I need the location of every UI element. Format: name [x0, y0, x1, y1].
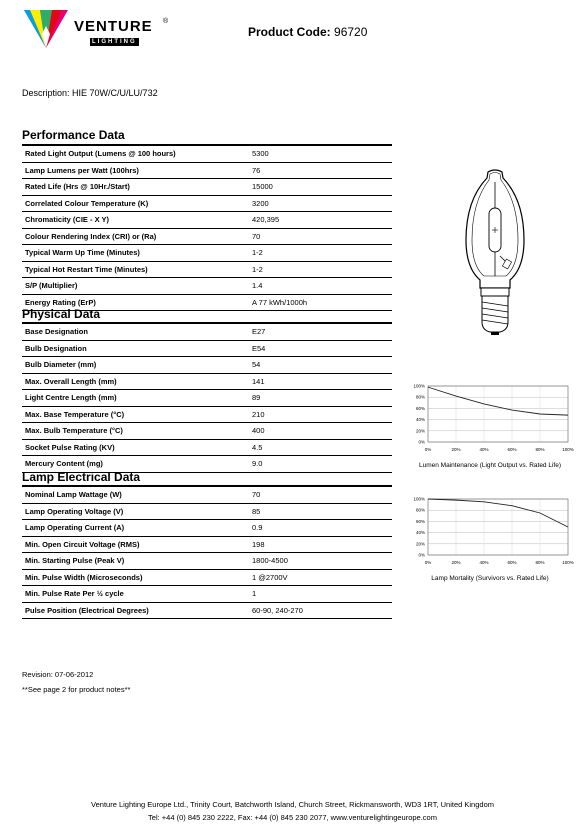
table-row	[22, 423, 392, 440]
physical-title: Physical Data	[22, 307, 101, 321]
table-row	[22, 195, 392, 212]
x-tick-label: 0%	[424, 560, 432, 565]
y-tick-label: 40%	[415, 417, 425, 423]
revision-note: Revision: 07-06-2012	[22, 670, 94, 679]
row-label: Max. Base Temperature (°C)	[22, 406, 249, 423]
product-code-label: Product Code:	[248, 25, 331, 39]
physical-table	[22, 322, 392, 473]
row-value: 210	[249, 406, 392, 423]
row-label: Max. Bulb Temperature (°C)	[22, 423, 249, 440]
performance-title: Performance Data	[22, 128, 125, 142]
table-row	[22, 536, 392, 553]
y-tick-label: 0%	[418, 552, 425, 558]
x-tick-label: 60%	[507, 447, 517, 452]
row-value: 70	[249, 486, 392, 503]
table-row	[22, 486, 392, 503]
y-tick-label: 20%	[415, 541, 425, 547]
row-value: 1-2	[249, 245, 392, 262]
y-tick-label: 40%	[415, 530, 425, 536]
row-value: E54	[249, 340, 392, 357]
lumen-maintenance-chart	[400, 380, 578, 460]
table-row	[22, 245, 392, 262]
row-value: 60-90, 240-270	[249, 602, 392, 619]
y-tick-label: 0%	[418, 439, 425, 445]
row-value: 420,395	[249, 212, 392, 229]
row-label: Lamp Lumens per Watt (100hrs)	[22, 162, 249, 179]
x-tick-label: 100%	[562, 447, 574, 452]
row-value: 1 @2700V	[249, 569, 392, 586]
row-value: 5300	[249, 145, 392, 162]
venture-lighting-logo	[22, 8, 169, 52]
row-label: Min. Open Circuit Voltage (RMS)	[22, 536, 249, 553]
lumen-maintenance-title: Lumen Maintenance (Light Output vs. Rated Life)	[419, 462, 561, 469]
row-label: Bulb Diameter (mm)	[22, 357, 249, 374]
row-label: Typical Hot Restart Time (Minutes)	[22, 261, 249, 278]
x-tick-label: 40%	[479, 447, 489, 452]
row-label: Typical Warm Up Time (Minutes)	[22, 245, 249, 262]
footer-contact: Tel: +44 (0) 845 230 2222, Fax: +44 (0) 845 230 2077, www.venturelightingeurope.com	[148, 813, 437, 822]
description-label: Description:	[22, 88, 70, 98]
table-row	[22, 179, 392, 196]
row-label: Min. Starting Pulse (Peak V)	[22, 553, 249, 570]
registered-mark: ®	[163, 18, 169, 25]
lamp-mortality-title: Lamp Mortality (Survivors vs. Rated Life)	[431, 575, 549, 582]
product-code-value: 96720	[334, 25, 368, 39]
table-row	[22, 520, 392, 537]
performance-table	[22, 144, 392, 311]
row-label: S/P (Multiplier)	[22, 278, 249, 295]
x-tick-label: 80%	[535, 560, 545, 565]
table-row	[22, 586, 392, 603]
row-label: Lamp Operating Current (A)	[22, 520, 249, 537]
row-label: Nominal Lamp Wattage (W)	[22, 486, 249, 503]
x-tick-label: 60%	[507, 560, 517, 565]
prism-logo-icon	[22, 8, 70, 50]
series-line	[428, 499, 568, 527]
electrical-title: Lamp Electrical Data	[22, 470, 141, 484]
description-value: HIE 70W/C/U/LU/732	[72, 88, 158, 98]
table-row	[22, 439, 392, 456]
table-row	[22, 162, 392, 179]
row-label: Light Centre Length (mm)	[22, 390, 249, 407]
table-row	[22, 323, 392, 340]
y-tick-label: 80%	[415, 394, 425, 400]
plot-frame	[428, 499, 568, 555]
row-value: 141	[249, 373, 392, 390]
x-tick-label: 20%	[451, 447, 461, 452]
row-value: 400	[249, 423, 392, 440]
table-row	[22, 278, 392, 295]
row-value: 1.4	[249, 278, 392, 295]
row-value: 89	[249, 390, 392, 407]
table-row	[22, 553, 392, 570]
table-row	[22, 261, 392, 278]
row-value: 54	[249, 357, 392, 374]
x-tick-label: 80%	[535, 447, 545, 452]
row-value: 4.5	[249, 439, 392, 456]
row-value: E27	[249, 323, 392, 340]
row-value: 1800-4500	[249, 553, 392, 570]
row-label: Colour Rendering Index (CRI) or (Ra)	[22, 228, 249, 245]
y-tick-label: 80%	[415, 507, 425, 513]
lamp-mortality-chart	[400, 493, 578, 573]
row-label: Energy Rating (ErP)	[22, 294, 249, 311]
row-label: Rated Life (Hrs @ 10Hr./Start)	[22, 179, 249, 196]
row-label: Correlated Colour Temperature (K)	[22, 195, 249, 212]
row-label: Mercury Content (mg)	[22, 456, 249, 473]
row-label: Pulse Position (Electrical Degrees)	[22, 602, 249, 619]
x-tick-label: 0%	[424, 447, 432, 452]
electrical-table	[22, 485, 392, 619]
row-value: 76	[249, 162, 392, 179]
footer-address: Venture Lighting Europe Ltd., Trinity Court, Batchworth Island, Church Street, Rickmansworth, WD3 1RT, United Kingdom	[91, 800, 494, 809]
table-row	[22, 503, 392, 520]
y-tick-label: 100%	[413, 383, 425, 389]
table-row	[22, 602, 392, 619]
row-value: 9.0	[249, 456, 392, 473]
row-value: 1-2	[249, 261, 392, 278]
row-label: Bulb Designation	[22, 340, 249, 357]
row-label: Chromaticity (CIE - X Y)	[22, 212, 249, 229]
x-tick-label: 40%	[479, 560, 489, 565]
product-code	[248, 25, 367, 39]
row-label: Rated Light Output (Lumens @ 100 hours)	[22, 145, 249, 162]
row-value: A 77 kWh/1000h	[249, 294, 392, 311]
y-tick-label: 100%	[413, 496, 425, 502]
row-label: Min. Pulse Width (Microseconds)	[22, 569, 249, 586]
lamp-drawing	[460, 168, 530, 336]
row-value: 0.9	[249, 520, 392, 537]
row-label: Socket Pulse Rating (KV)	[22, 439, 249, 456]
y-tick-label: 20%	[415, 428, 425, 434]
row-label: Max. Overall Length (mm)	[22, 373, 249, 390]
table-row	[22, 228, 392, 245]
product-notes-reference: **See page 2 for product notes**	[22, 685, 131, 694]
table-row	[22, 569, 392, 586]
table-row	[22, 145, 392, 162]
row-label: Lamp Operating Voltage (V)	[22, 503, 249, 520]
logo-subtext: LIGHTING	[92, 39, 137, 45]
row-value: 70	[249, 228, 392, 245]
series-line	[428, 387, 568, 415]
table-row	[22, 357, 392, 374]
row-value: 3200	[249, 195, 392, 212]
table-row	[22, 390, 392, 407]
y-tick-label: 60%	[415, 518, 425, 524]
table-row	[22, 406, 392, 423]
table-row	[22, 340, 392, 357]
table-row	[22, 373, 392, 390]
row-value: 15000	[249, 179, 392, 196]
row-label: Min. Pulse Rate Per ½ cycle	[22, 586, 249, 603]
y-tick-label: 60%	[415, 405, 425, 411]
row-value: 198	[249, 536, 392, 553]
logo-wordmark: VENTURE	[74, 18, 153, 35]
x-tick-label: 20%	[451, 560, 461, 565]
row-label: Base Designation	[22, 323, 249, 340]
table-row	[22, 212, 392, 229]
x-tick-label: 100%	[562, 560, 574, 565]
description	[22, 88, 158, 98]
row-value: 1	[249, 586, 392, 603]
row-value: 85	[249, 503, 392, 520]
